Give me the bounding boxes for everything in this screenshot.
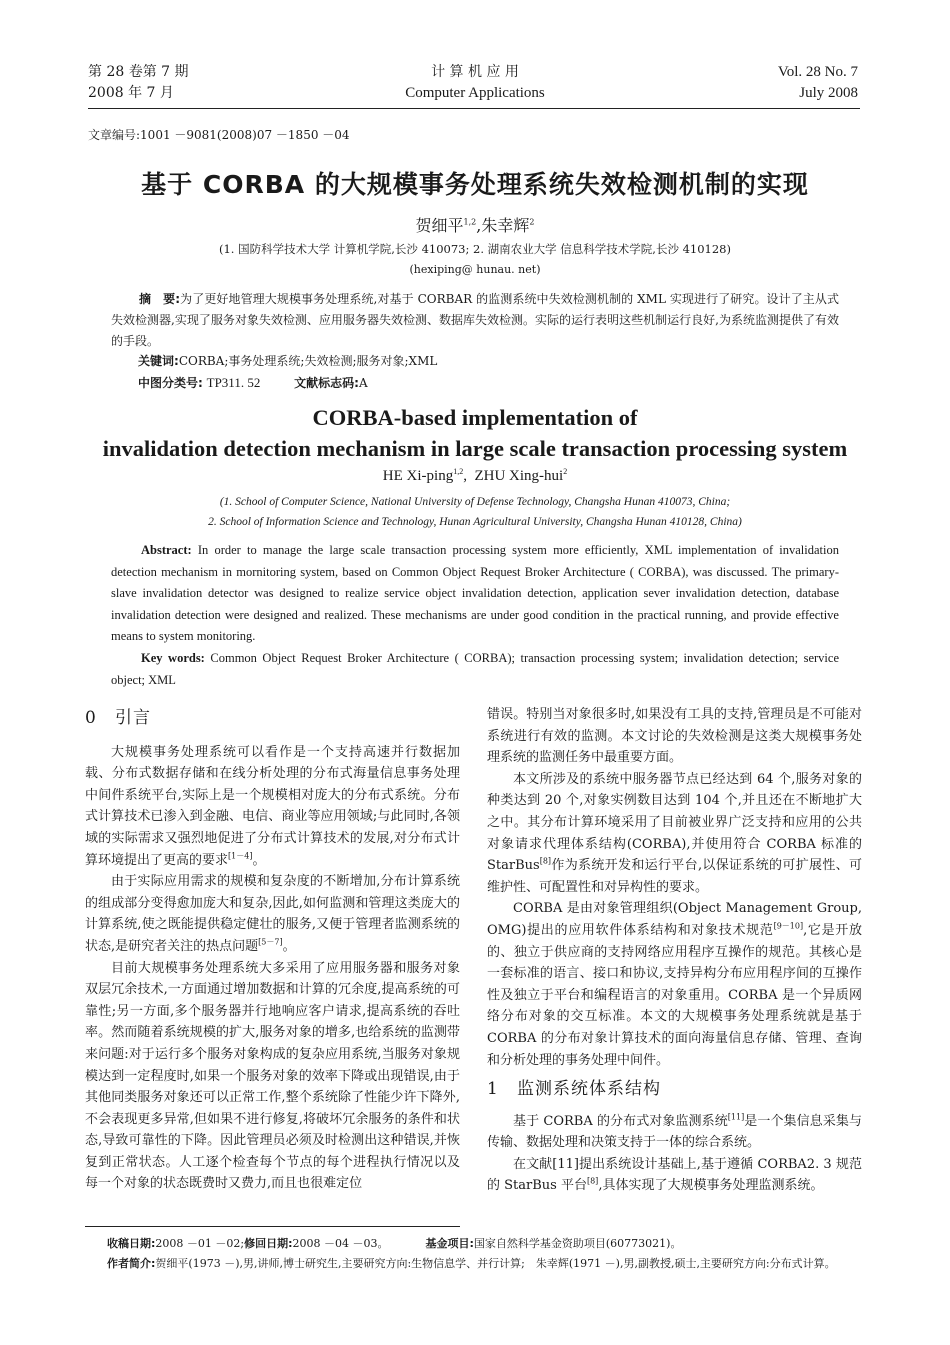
doc-code-value: A: [358, 376, 368, 390]
title-en-line2: invalidation detection mechanism in large scale transaction processing system: [102, 436, 848, 461]
date-en: July 2008: [799, 85, 858, 101]
author-2-cn: 朱幸辉: [481, 216, 530, 235]
affiliation-cn: (1. 国防科学技术大学 计算机学院,长沙 410073; 2. 湖南农业大学 信息科学技术学院,长沙 410128): [219, 242, 731, 256]
affiliation-en-line2: 2. School of Information Science and Technology, Hunan Agricultural University, Changsha Hunan 410128, China): [208, 516, 742, 528]
section-heading-0: [85, 708, 460, 730]
author-2-affil-en: 2: [563, 467, 568, 476]
author-separator-cn: ,: [476, 216, 482, 235]
paragraph-1-end: 。: [252, 852, 266, 868]
affiliation-en-line1: (1. School of Computer Science, National University of Defense Technology, Changsha Hunan 410073, China;: [219, 496, 731, 508]
title-en-line1: CORBA-based implementation of: [312, 405, 638, 430]
keywords-en-text: Common Object Request Broker Architecture ( CORBA); transaction processing system; invalidation detection; service object; XML: [111, 651, 839, 687]
paragraph-1: [85, 742, 460, 872]
section-heading-1: [487, 1079, 862, 1101]
received-date: 2008 －01 －02;: [155, 1237, 245, 1250]
volume-issue-en: Vol. 28 No. 7: [777, 64, 858, 80]
bio-text: 贺细平(1973 －),男,讲师,博士研究生,主要研究方向:生物信息学、并行计算; 朱幸辉(1971 －),男,副教授,硕士,主要研究方向:分布式计算。: [155, 1257, 836, 1270]
author-1-en: HE Xi-ping: [382, 468, 454, 484]
keywords-en-label: Key words:: [141, 651, 205, 665]
email-cn: (hexiping@ hunau. net): [409, 263, 541, 276]
paragraph-4-end: 作为系统开发和运行平台,以保证系统的可扩展性、可维护性、可配置性和对异构性的要求。: [487, 858, 862, 895]
abstract-cn-label: 摘 要:: [139, 292, 181, 306]
journal-name: [330, 62, 620, 104]
authors-cn: [80, 213, 870, 236]
paragraph-5-text: CORBA 是由对象管理组织(Object Management Group, OMG)提出的应用软件体系结构和对象技术规范: [487, 901, 862, 938]
paragraph-2: [85, 871, 460, 957]
clc-label: 中图分类号:: [138, 376, 203, 390]
paragraph-5-end: ,它是开放的、独立于供应商的支持网络应用程序互操作的规范。其核心是一套标准的语言、接口和协议,支持异构分布应用程序间的互操作性及独立于平台和编程语言的对象重用。CORBA 是一个异质网络分布对象的交互标准。本文的大规模事务处理系统就是基于 CORBA 的分布对象计算技术的面向海量信息存储、管理、查询和分析处理的事务处理中间件。: [487, 922, 862, 1068]
citation-5-7: [5－7]: [258, 937, 283, 947]
paragraph-7-end: ,具体实现了大规模事务处理监测系统。: [598, 1178, 824, 1194]
body-column-right: [487, 704, 862, 1197]
abstract-en-label: Abstract:: [141, 543, 192, 557]
paragraph-6-end: 是一个集信息采集与传输、数据处理和决策支持于一体的综合系统。: [487, 1113, 862, 1151]
footnote-rule: [85, 1226, 460, 1227]
volume-issue-cn: 第 28 卷第 7 期: [88, 64, 189, 80]
keywords-en: [111, 648, 839, 691]
bio-label: 作者简介:: [107, 1257, 156, 1270]
keywords-cn-label: 关键词:: [138, 354, 179, 368]
citation-11: [11]: [727, 1112, 745, 1122]
fund-text: 国家自然科学基金资助项目(60773021)。: [473, 1237, 682, 1250]
paragraph-1-text: 大规模事务处理系统可以看作是一个支持高速并行数据加载、分布式数据存储和在线分析处理的分布式海量信息事务处理中间件系统平台,实际上是一个规模相对庞大的分布式系统。分布式计算技术已渗入到金融、电信、商业等应用领域;与此同时,各领域的实际需求又强烈地促进了分布式计算技术的发展,对分布式计算环境提出了更高的要求: [85, 744, 460, 868]
title-cn: 基于 CORBA 的大规模事务处理系统失效检测机制的实现: [141, 170, 809, 199]
abstract-cn-text: 为了更好地管理大规模事务处理系统,对基于 CORBAR 的监测系统中失效检测机制的 XML 实现进行了研究。设计了主从式失效检测器,实现了服务对象失效检测、应用服务器失效检测、数据库失效检测。实际的运行表明这些机制运行良好,为系统监测提供了有效的手段。: [111, 292, 839, 348]
section-1-title: 监测系统体系结构: [517, 1079, 661, 1100]
revised-label: 修回日期:: [244, 1237, 293, 1250]
journal-issue-en: [778, 62, 858, 104]
section-0-number: 0: [85, 708, 97, 728]
clc-value: TP311. 52: [206, 375, 261, 390]
footnote-dates-fund: [85, 1234, 887, 1254]
abstract-cn: [111, 289, 839, 352]
revised-date: 2008 －04 －03。: [292, 1237, 389, 1250]
classification: [138, 374, 368, 391]
paragraph-7-text: 在文献[11]提出系统设计基础上,基于遵循 CORBA2. 3 规范的 StarBus 平台: [487, 1156, 862, 1194]
paragraph-4: [487, 769, 862, 899]
paragraph-4-text: 本文所涉及的系统中服务器节点已经达到 64 个,服务对象的种类达到 20 个,对象实例数目达到 104 个,并且还在不断地扩大之中。其分布计算环境采用了目前被业界广泛支持和应用的公共对象请求代理体系结构(CORBA),并使用符合 CORBA 标准的 StarBus: [487, 771, 862, 874]
author-2-en: ZHU Xing-hui: [474, 468, 564, 484]
paragraph-6: [487, 1111, 862, 1154]
journal-name-cn: 计 算 机 应 用: [431, 64, 519, 80]
paragraph-7: [487, 1154, 862, 1197]
journal-name-en: Computer Applications: [405, 85, 545, 101]
citation-9-10: [9－10]: [773, 921, 804, 931]
header-rule: [88, 108, 860, 109]
abstract-en: [111, 540, 839, 648]
body-column-left: [85, 704, 460, 1195]
author-1-affil-cn: 1,2: [463, 217, 477, 227]
section-1-number: 1: [487, 1079, 499, 1100]
citation-1-4: [1－4]: [228, 851, 253, 861]
author-1-cn: 贺细平: [415, 216, 464, 235]
authors-en: [80, 468, 870, 485]
citation-8-b: [8]: [586, 1177, 599, 1187]
paragraph-3: 目前大规模事务处理系统大多采用了应用服务器和服务对象双层冗余技术,一方面通过增加数据和计算的冗余度,提高系统的可靠性;另一方面,多个服务器并行地响应客户请求,提高系统的吞吐率。然而随着系统规模的扩大,服务对象的增多,也给系统的监测带来问题:对于运行多个服务对象构成的复杂应用系统,当服务对象规模达到一定程度时,如果一个服务对象的效率下降或出现错误,由于其他同类服务对象还可以正常工作,整个系统除了性能少许下降外,不会表现更多异常,但如果不进行修复,将破坏冗余服务的条件和状态,导致可靠性的下降。因此管理员必须及时检测出这种错误,并恢复到正常状态。人工逐个检查每个节点的每个进程执行情况以及每一个对象的状态既费时又费力,而且也很难定位: [85, 960, 460, 1192]
citation-8: [8]: [539, 856, 552, 866]
author-1-affil-en: 1,2: [453, 467, 464, 476]
author-separator-en: ,: [463, 468, 475, 484]
author-2-affil-cn: 2: [529, 217, 535, 227]
abstract-en-text: In order to manage the large scale transaction processing system more efficiently, XML implementation of invalidation detection mechanism in mornitoring system, based on Common Object Request Broker Architecture ( CORBA), was discussed. The primary-slave invalidation detector was designed to realize service object invalidation detection, application sever invalidation detection, database invalidation detection were designed and realized. These mechanisms are under good condition in the practical running, and provide effective means to system monitoring.: [111, 543, 839, 644]
keywords-cn: [138, 352, 437, 369]
paragraph-3-continued: 错误。特别当对象很多时,如果没有工具的支持,管理员是不可能对系统进行有效的监测。本文讨论的失效检测是这类大规模事务处理系统的监测任务中最重要方面。: [487, 707, 862, 766]
footnote-author-bio: [85, 1254, 865, 1274]
title-en: [60, 402, 890, 464]
paragraph-2-end: 。: [282, 938, 296, 954]
received-label: 收稿日期:: [107, 1237, 156, 1250]
journal-issue-cn: [88, 62, 189, 104]
doc-code-label: 文献标志码:: [294, 376, 359, 390]
fund-label: 基金项目:: [425, 1237, 474, 1250]
paragraph-5: [487, 898, 862, 1071]
paragraph-6-text: 基于 CORBA 的分布式对象监测系统: [513, 1113, 728, 1129]
section-0-title: 引言: [115, 708, 151, 728]
affiliation-en: [100, 492, 850, 532]
date-cn: 2008 年 7 月: [88, 85, 174, 101]
keywords-cn-text: CORBA;事务处理系统;失效检测;服务对象;XML: [178, 354, 438, 368]
article-number: 文章编号:1001 －9081(2008)07 －1850 －04: [88, 128, 350, 142]
paragraph-2-text: 由于实际应用需求的规模和复杂度的不断增加,分布计算系统的组成部分变得愈加庞大和复杂,因此,如何监测和管理这类庞大的计算系统,使之既能提供稳定健壮的服务,又便于管理者监测系统的状态,是研究者关注的热点问题: [85, 874, 460, 954]
